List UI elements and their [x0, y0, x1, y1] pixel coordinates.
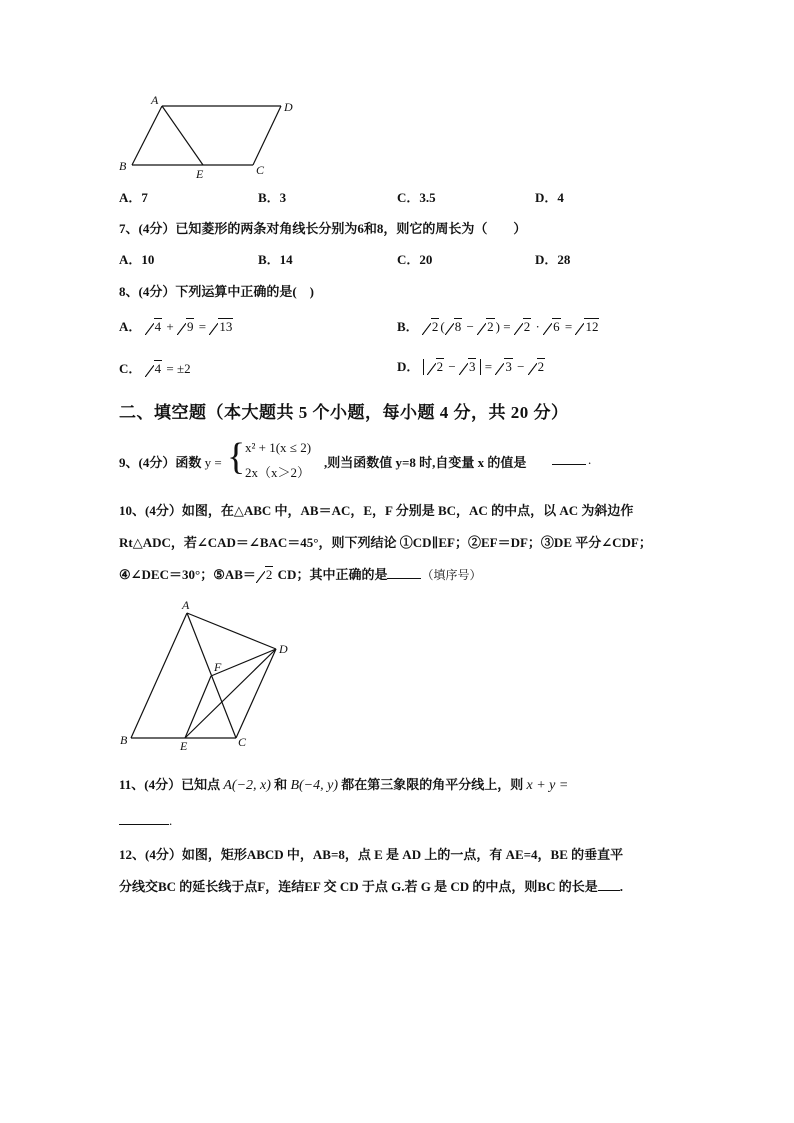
- q9-y-eq: y =: [204, 455, 222, 470]
- q7-stem: 7、(4分）已知菱形的两条对角线长分别为6和8，则它的周长为（ ）: [119, 221, 527, 236]
- q8-option-d[interactable]: D． 2 − 3 = 3 − 2: [397, 359, 545, 374]
- label-e: E: [180, 739, 188, 753]
- q9-answer-blank[interactable]: [552, 452, 586, 465]
- q11-answer-blank[interactable]: [119, 812, 169, 825]
- q8-option-c[interactable]: C． 4 = ±2: [119, 361, 191, 376]
- label-c: C: [238, 735, 247, 749]
- q8-option-b[interactable]: B． 2 ( 8 − 2 ) = 2 · 6 = 12: [397, 319, 599, 334]
- q11-answer-line: .: [119, 812, 172, 829]
- label-c: C: [256, 163, 265, 177]
- q9-case2: 2x（x＞2）: [245, 465, 311, 480]
- section-title: 二、填空题（本大题共 5 个小题，每小题 4 分，共 20 分）: [119, 403, 569, 422]
- label-e: E: [196, 167, 204, 181]
- q11-stem: 11、(4分）已知点 A(−2, x) 和 B(−4, y) 都在第三象限的角平分线上，则 x + y =: [119, 777, 569, 793]
- q10-line1: 10、(4分）如图，在△ABC 中，AB＝AC，E，F 分别是 BC，AC 的中点，以 AC 为斜边作: [119, 503, 634, 518]
- q8-option-a[interactable]: A． 4 + 9 = 13: [119, 319, 233, 334]
- q8-option-d-label: D．: [397, 359, 420, 374]
- side-ab: [131, 613, 187, 738]
- label-d: D: [284, 100, 293, 114]
- sum-expr: x + y =: [526, 778, 569, 793]
- label-b: B: [119, 159, 127, 173]
- sqrt-expr: 4: [145, 319, 163, 335]
- q10-line2: Rt△ADC，若∠CAD＝∠BAC＝45°，则下列结论 ①CD∥EF；②EF＝DF；③DE 平分∠CDF；: [119, 535, 652, 550]
- q7-option-b[interactable]: B．14: [258, 252, 293, 267]
- q8-stem: 8、(4分）下列运算中正确的是( ): [119, 284, 314, 299]
- q9-case1: x² + 1(x ≤ 2): [245, 440, 312, 455]
- q10-answer-blank[interactable]: [387, 566, 421, 579]
- q12-answer-blank[interactable]: [598, 878, 620, 891]
- side-dc: [236, 649, 276, 738]
- q6-option-a[interactable]: A．7: [119, 190, 148, 205]
- q7-option-c[interactable]: C．20: [397, 252, 433, 267]
- absolute-value-expr: 2 − 3: [423, 359, 482, 375]
- q6-option-c[interactable]: C．3.5: [397, 190, 436, 205]
- q9-suffix: ,则当函数值 y=8 时,自变量 x 的值是: [324, 455, 527, 470]
- q9-prefix: 9、(4分）函数: [119, 455, 202, 470]
- label-a: A: [151, 93, 159, 107]
- point-b: B(−4, y): [290, 778, 338, 793]
- side-ad: [187, 613, 276, 649]
- label-a: A: [182, 598, 190, 612]
- q6-option-d[interactable]: D．4: [535, 190, 564, 205]
- q9-stem: 9、(4分）函数 y = { x² + 1(x ≤ 2) 2x（x＞2） ,则当函数值 y=8 时,自变量 x 的值是 .: [119, 436, 592, 480]
- q12-line1: 12、(4分）如图，矩形ABCD 中，AB=8，点 E 是 AD 上的一点，有 AE=4，BE 的垂直平: [119, 847, 624, 862]
- side-dc: [253, 106, 281, 165]
- segment-ae: [162, 106, 203, 165]
- q8-option-b-label: B．: [397, 319, 419, 334]
- q8-option-a-label: A．: [119, 319, 142, 334]
- side-ba: [132, 106, 162, 165]
- q7-option-d[interactable]: D．28: [535, 252, 571, 267]
- brace: {: [227, 436, 246, 478]
- q10-line3: ④∠DEC＝30°；⑤AB＝ 2 CD；其中正确的是 （填序号）: [119, 567, 482, 582]
- q12-line2: 分线交BC 的延长线于点F，连结EF 交 CD 于点 G.若 G 是 CD 的中点，则BC 的长是 .: [119, 879, 623, 894]
- q8-option-c-label: C．: [119, 361, 142, 376]
- q7-option-a[interactable]: A．10: [119, 252, 155, 267]
- triangle-figure: [115, 598, 305, 758]
- label-d: D: [279, 642, 288, 656]
- segment-ef: [185, 676, 211, 738]
- q6-option-b[interactable]: B．3: [258, 190, 287, 205]
- point-a: A(−2, x): [223, 778, 271, 793]
- label-f: F: [214, 660, 222, 674]
- label-b: B: [120, 733, 128, 747]
- parallelogram-figure: [110, 90, 310, 185]
